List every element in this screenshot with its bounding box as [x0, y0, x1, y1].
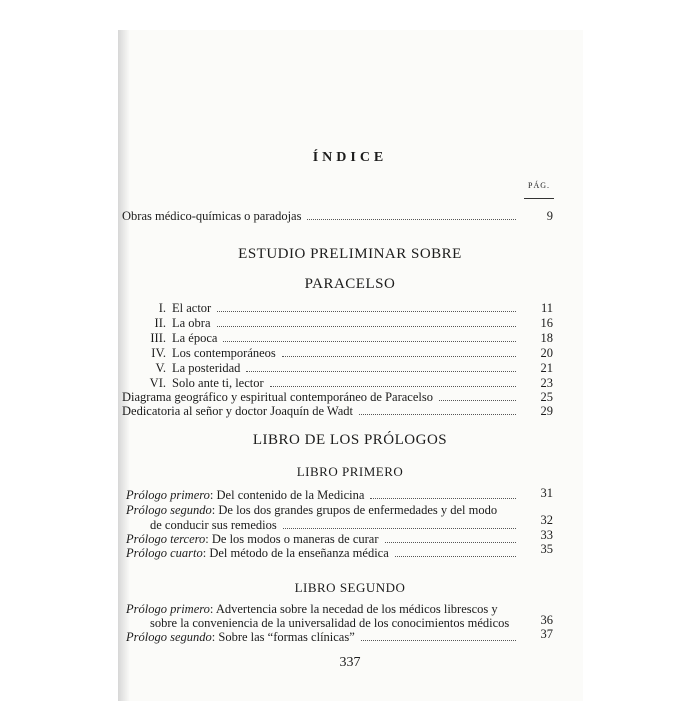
entry-page: 23: [540, 376, 553, 390]
toc-entry: [122, 316, 522, 331]
entry-number: IV.: [151, 346, 166, 360]
subsection-heading-libro-primero: LIBRO PRIMERO: [296, 464, 404, 479]
toc-entry: [122, 331, 522, 346]
dot-leader: [361, 640, 516, 641]
entry-text: de conducir sus remedios: [150, 518, 277, 532]
entry-text: : De los modos o maneras de curar: [205, 532, 379, 546]
entry-page: 29: [540, 404, 553, 418]
section-heading-prologos: LIBRO DE LOS PRÓLOGOS: [252, 432, 448, 448]
toc-entry: [122, 301, 522, 316]
entry-number: V.: [155, 361, 166, 375]
entry-number: I.: [158, 301, 166, 315]
entry-page: 11: [540, 301, 553, 315]
section-heading-paracelso: PARACELSO: [304, 276, 396, 292]
toc-entry: [126, 532, 522, 547]
entry-page: 31: [540, 486, 553, 500]
entry-text: Solo ante ti, lector: [172, 376, 264, 390]
dot-leader: [359, 414, 516, 415]
entry-number: VI.: [149, 376, 166, 390]
prologue-label: Prólogo cuarto: [126, 546, 203, 560]
entry-page: 21: [540, 361, 553, 375]
dot-leader: [395, 556, 516, 557]
toc-entry-dedication: [122, 404, 522, 419]
entry-page: 18: [540, 331, 553, 345]
prologue-label: Prólogo tercero: [126, 532, 206, 546]
prologue-label: Prólogo primero: [126, 602, 210, 616]
entry-page: 16: [540, 316, 553, 330]
toc-entry-intro: [122, 209, 522, 224]
dot-leader: [223, 341, 516, 342]
entry-text: La obra: [172, 316, 211, 330]
prologue-label: Prólogo primero: [126, 488, 210, 502]
entry-number: II.: [154, 316, 166, 330]
entry-page: 33: [540, 528, 553, 542]
toc-entry: [126, 602, 498, 617]
page-column-rule: [524, 198, 554, 199]
entry-page: 32: [540, 513, 553, 527]
dot-leader: [283, 528, 516, 529]
entry-number: III.: [150, 331, 166, 345]
entry-text: La época: [172, 331, 218, 345]
toc-entry: [126, 503, 497, 518]
entry-text: El actor: [172, 301, 212, 315]
page-number: 337: [339, 655, 361, 670]
toc-entry-continuation: sobre la conveniencia de la universalidad de los conocimientos médicos: [150, 616, 510, 630]
entry-text: : Del método de la enseñanza médica: [202, 546, 389, 560]
toc-entry: [126, 630, 522, 645]
dot-leader: [439, 400, 516, 401]
toc-entry-diagram: [122, 390, 522, 405]
entry-text: : Sobre las “formas clínicas”: [211, 630, 355, 644]
entry-text: Los contemporáneos: [172, 346, 276, 360]
entry-text: Obras médico-químicas o paradojas: [122, 209, 302, 223]
toc-entry: [126, 488, 522, 503]
entry-page: 9: [546, 209, 553, 223]
entry-text: : De los dos grandes grupos de enfermedades y del modo: [211, 503, 498, 517]
entry-page: 25: [540, 390, 553, 404]
toc-entry: [126, 546, 522, 561]
dot-leader: [246, 371, 516, 372]
entry-text: : Advertencia sobre la necedad de los médicos librescos y: [209, 602, 498, 616]
toc-entry: [122, 376, 522, 391]
entry-text: Dedicatoria al señor y doctor Joaquín de Wadt: [122, 404, 353, 418]
entry-text: : Del contenido de la Medicina: [209, 488, 365, 502]
entry-page: 37: [540, 627, 553, 641]
toc-entry-continuation: [150, 518, 522, 533]
dot-leader: [270, 386, 516, 387]
entry-text: La posteridad: [172, 361, 241, 375]
dot-leader: [217, 326, 516, 327]
dot-leader: [385, 542, 517, 543]
entry-page: 36: [540, 613, 553, 627]
page-column-label: PÁG.: [528, 181, 551, 190]
entry-page: 35: [540, 542, 553, 556]
entry-text: Diagrama geográfico y espiritual contemporáneo de Paracelso: [122, 390, 433, 404]
toc-entry: [122, 361, 522, 376]
toc-entry: [122, 346, 522, 361]
dot-leader: [307, 219, 516, 220]
dot-leader: [370, 498, 516, 499]
index-title: ÍNDICE: [312, 150, 388, 165]
section-heading-estudio: ESTUDIO PRELIMINAR SOBRE: [238, 246, 462, 262]
entry-page: 20: [540, 346, 553, 360]
prologue-label: Prólogo segundo: [126, 503, 212, 517]
dot-leader: [217, 311, 516, 312]
dot-leader: [282, 356, 516, 357]
prologue-label: Prólogo segundo: [126, 630, 212, 644]
subsection-heading-libro-segundo: LIBRO SEGUNDO: [294, 580, 406, 595]
